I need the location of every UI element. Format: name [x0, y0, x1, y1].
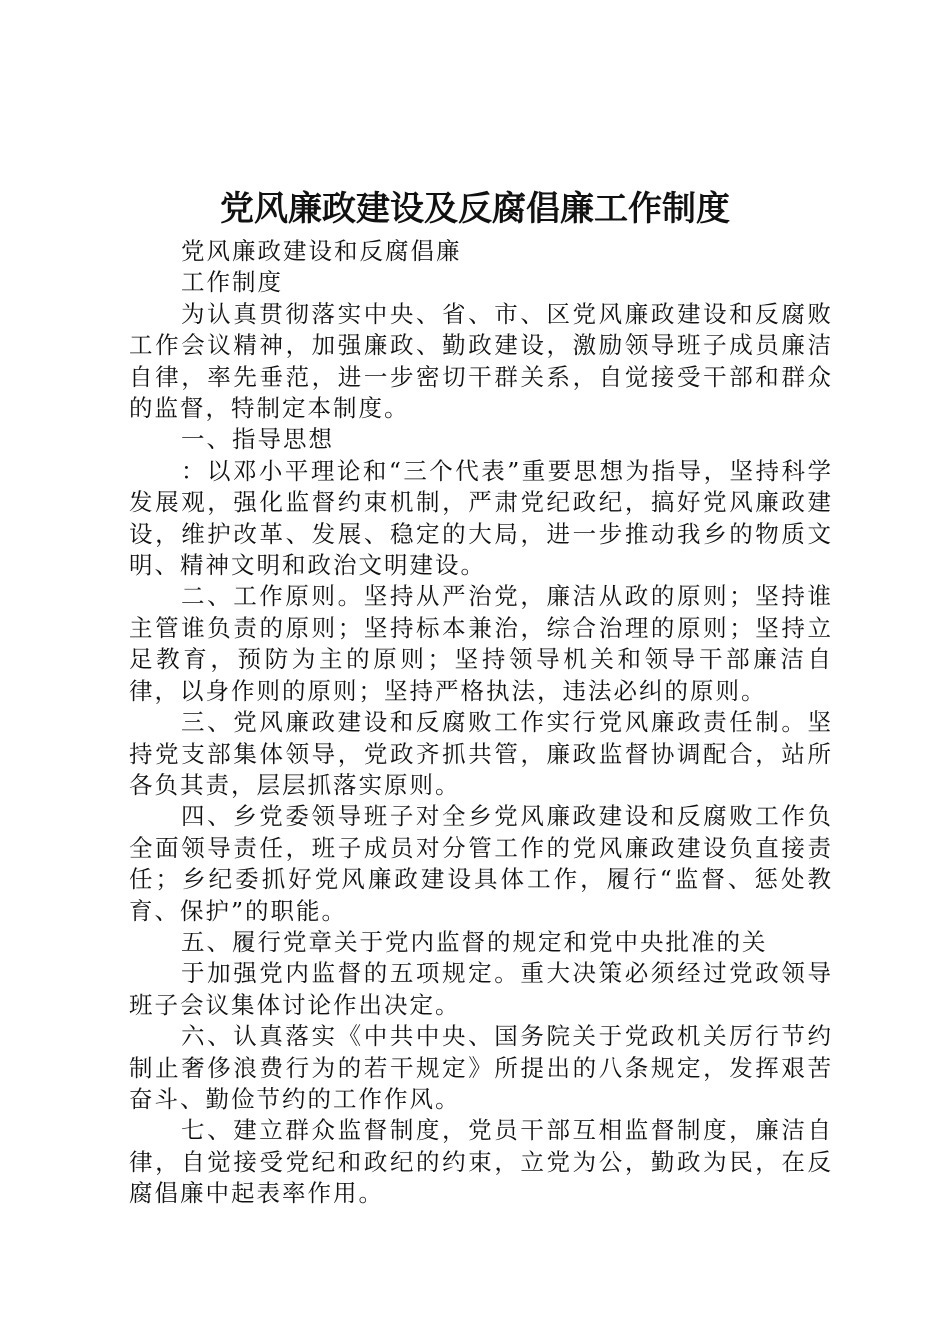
paragraph-section-6: 六、认真落实《中共中央、国务院关于党政机关厉行节约制止奢侈浪费行为的若干规定》所提出的八条规定，发挥艰苦奋斗、勤俭节约的工作作风。 — [129, 1022, 833, 1113]
paragraph-section-5b: 于加强党内监督的五项规定。重大决策必须经过党政领导班子会议集体讨论作出决定。 — [129, 959, 833, 1019]
paragraph-section-7: 七、建立群众监督制度，党员干部互相监督制度，廉洁自律，自觉接受党纪和政纪的约束，立党为公，勤政为民，在反腐倡廉中起表率作用。 — [129, 1116, 833, 1208]
paragraph-subtitle-1: 党风廉政建设和反腐倡廉 — [181, 237, 462, 265]
paragraph-section-2: 二、工作原则。坚持从严治党，廉洁从政的原则；坚持谁主管谁负责的原则；坚持标本兼治，综合治理的原则；坚持立足教育，预防为主的原则；坚持领导机关和领导干部廉洁自律，以身作则的原则；坚持严格执法，违法必纠的原则。 — [129, 582, 833, 705]
paragraph-intro: 为认真贯彻落实中央、省、市、区党风廉政建设和反腐败工作会议精神，加强廉政、勤政建设，激励领导班子成员廉洁自律，率先垂范，进一步密切干群关系，自觉接受干部和群众的监督，特制定本制度。 — [129, 299, 833, 423]
paragraph-section-3: 三、党风廉政建设和反腐败工作实行党风廉政责任制。坚持党支部集体领导，党政齐抓共管，廉政监督协调配合，站所各负其责，层层抓落实原则。 — [129, 708, 833, 799]
paragraph-subtitle-2: 工作制度 — [181, 268, 283, 297]
document-title: 党风廉政建设及反腐倡廉工作制度 — [220, 189, 730, 229]
document-body — [129, 236, 833, 1210]
section-heading-guiding-thought: 一、指导思想 — [181, 425, 334, 454]
paragraph-guiding-thought: ：以邓小平理论和“三个代表”重要思想为指导，坚持科学发展观，强化监督约束机制，严肃党纪政纪，搞好党风廉政建设，维护改革、发展、稳定的大局，进一步推动我乡的物质文明、精神文明和政治文明建设。 — [129, 456, 833, 580]
paragraph-section-4: 四、乡党委领导班子对全乡党风廉政建设和反腐败工作负全面领导责任，班子成员对分管工作的党风廉政建设负直接责任；乡纪委抓好党风廉政建设具体工作，履行“监督、惩处教育、保护”的职能。 — [129, 802, 833, 925]
paragraph-section-5a: 五、履行党章关于党内监督的规定和党中央批准的关 — [181, 927, 768, 956]
